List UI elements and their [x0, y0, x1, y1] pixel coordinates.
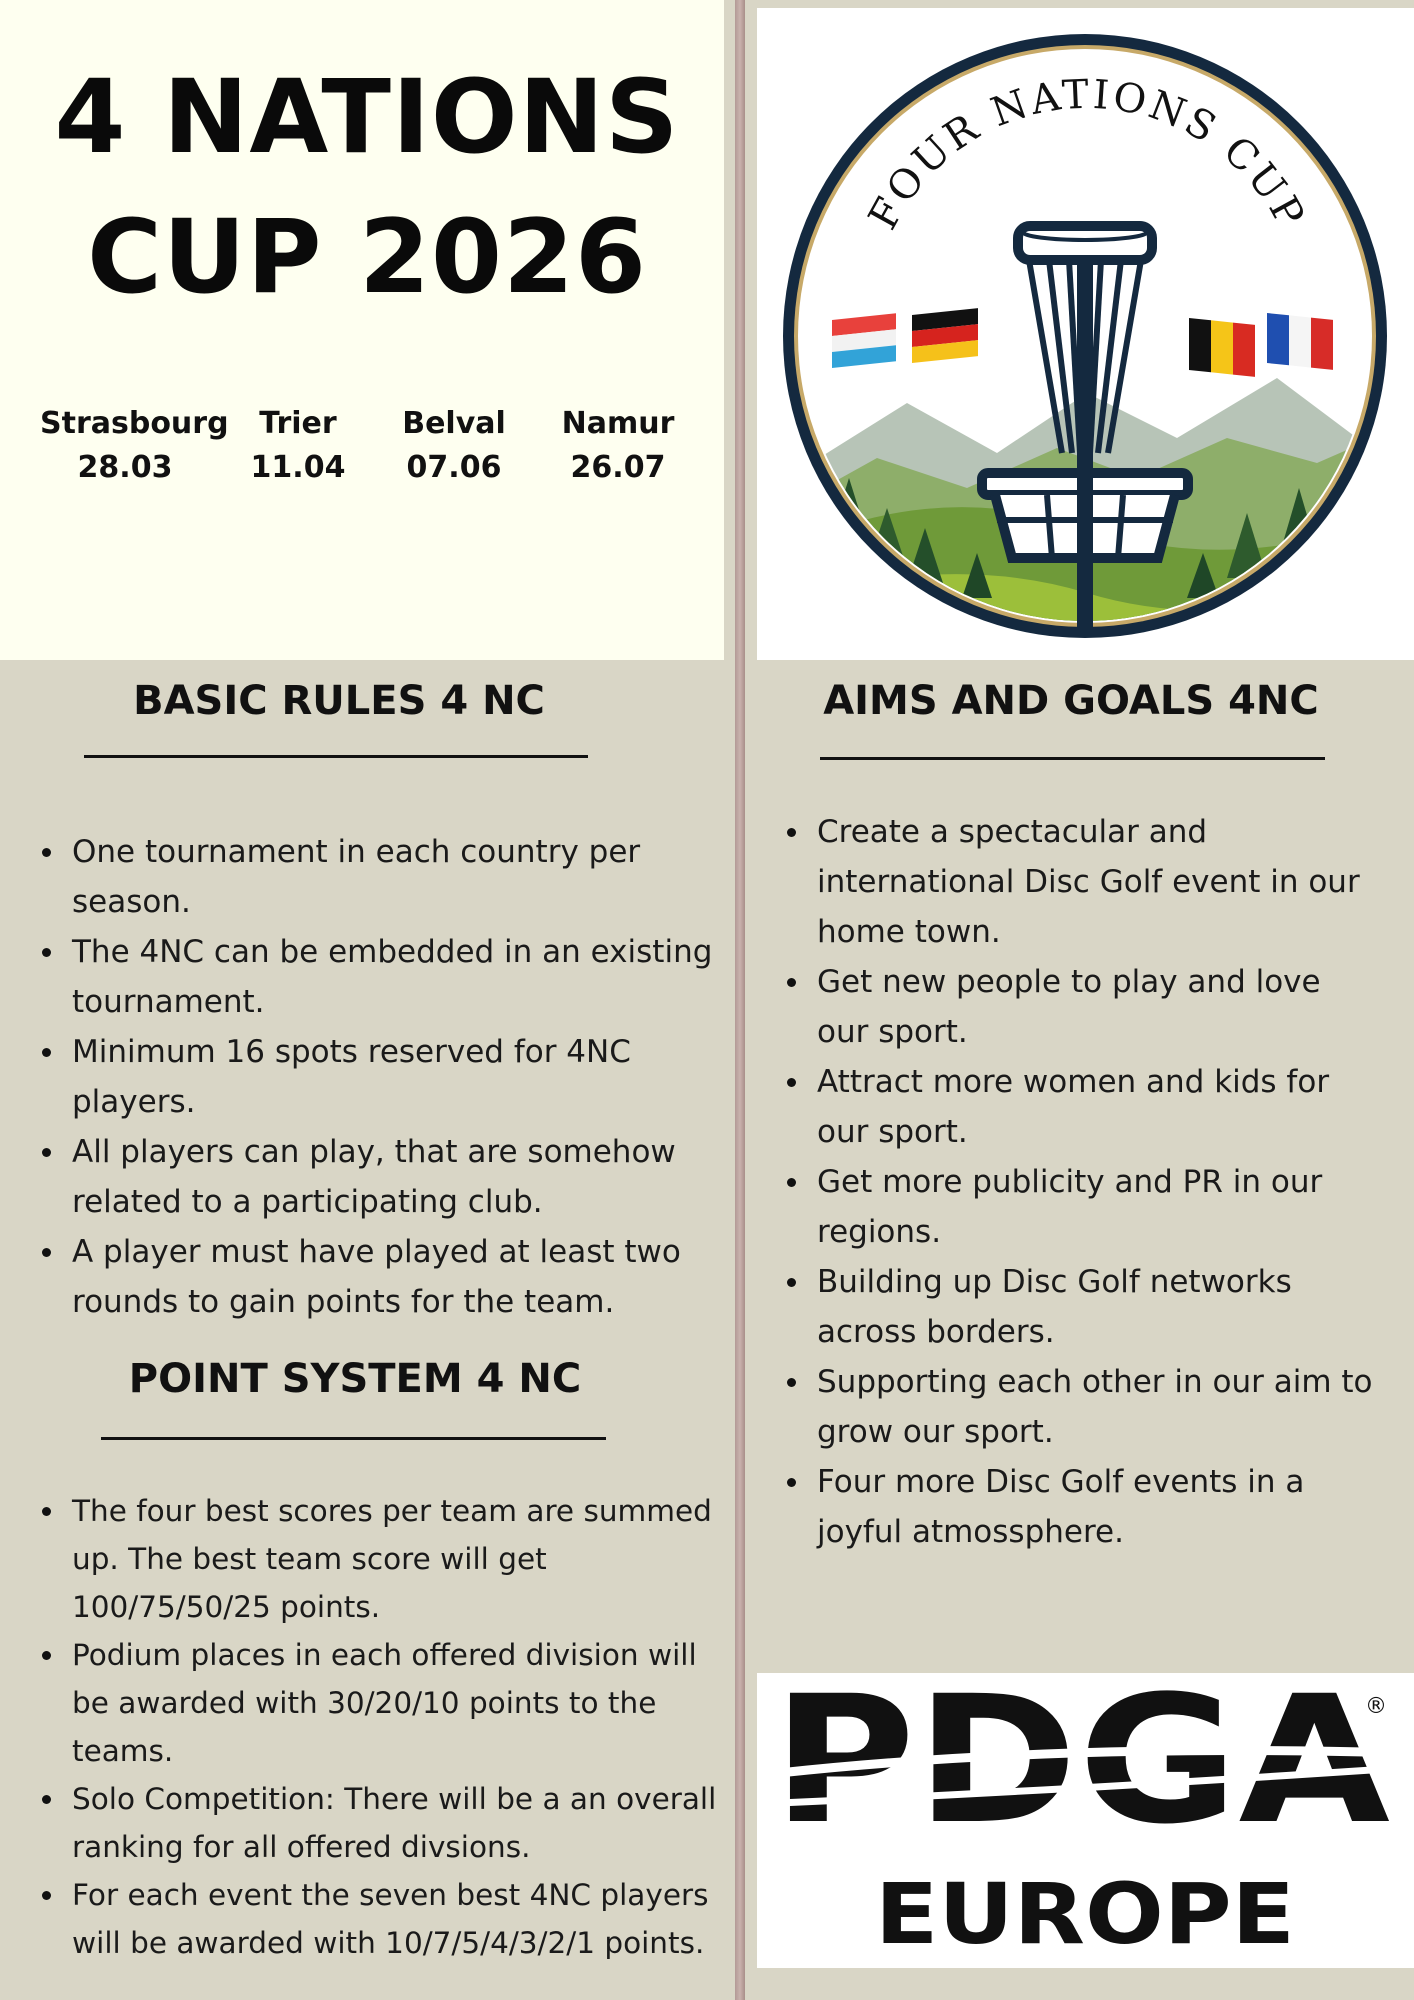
list-item: Get more publicity and PR in our regions. [781, 1157, 1381, 1257]
event-date: 07.06 [406, 450, 502, 485]
event-date: 28.03 [77, 450, 173, 485]
germany-flag-icon [912, 308, 978, 363]
list-item: The 4NC can be embedded in an existing tournament. [36, 927, 726, 1027]
four-nations-cup-logo [757, 8, 1414, 660]
basic-rules-list [36, 827, 726, 1327]
list-item: Four more Disc Golf events in a joyful atmossphere. [781, 1457, 1381, 1557]
france-flag-icon [1267, 313, 1333, 370]
list-item: Supporting each other in our aim to grow our sport. [781, 1357, 1381, 1457]
event-namur [556, 402, 680, 490]
list-item: Building up Disc Golf networks across borders. [781, 1257, 1381, 1357]
list-item: Attract more women and kids for our sport. [781, 1057, 1381, 1157]
event-belval [394, 402, 514, 490]
event-dates [0, 402, 724, 512]
event-strasbourg [40, 402, 229, 490]
page-title [0, 48, 734, 328]
list-item: Get new people to play and love our sport. [781, 957, 1381, 1057]
event-date: 26.07 [570, 450, 666, 485]
event-date: 11.04 [250, 450, 346, 485]
column-divider [735, 0, 745, 2000]
list-item: One tournament in each country per season. [36, 827, 726, 927]
list-item: Minimum 16 spots reserved for 4NC players. [36, 1027, 726, 1127]
aims-goals-heading: AIMS AND GOALS 4NC [823, 678, 1319, 724]
list-item: A player must have played at least two rounds to gain points for the team. [36, 1227, 726, 1327]
event-city: Strasbourg [40, 406, 229, 441]
belgium-flag-icon [1189, 318, 1255, 377]
four-nations-cup-emblem [757, 8, 1414, 660]
event-trier [240, 402, 356, 490]
event-city: Belval [402, 406, 506, 441]
list-item: Podium places in each offered division will be awarded with 30/20/10 points to the teams. [36, 1631, 736, 1775]
luxembourg-flag-icon [832, 313, 896, 368]
heading-underline [101, 1437, 606, 1440]
pdga-wordmark: PDGA [772, 1673, 1390, 1863]
logo-arc-text: FOUR NATIONS CUP [859, 71, 1315, 238]
title-line-2: CUP 2026 [87, 198, 647, 317]
point-system-list [36, 1487, 736, 1967]
heading-underline [820, 757, 1325, 760]
list-item: For each event the seven best 4NC players will be awarded with 10/7/5/4/3/2/1 points. [36, 1871, 736, 1967]
pdga-europe-wordmark [757, 1673, 1414, 1968]
event-city: Trier [259, 406, 337, 441]
list-item: Solo Competition: There will be a an overall ranking for all offered divsions. [36, 1775, 736, 1871]
list-item: Create a spectacular and international Disc Golf event in our home town. [781, 807, 1381, 957]
list-item: The four best scores per team are summed up. The best team score will get 100/75/50/25 points. [36, 1487, 736, 1631]
pdga-europe-logo [757, 1673, 1414, 1968]
aims-goals-list [781, 807, 1381, 1557]
hero-panel [0, 0, 724, 660]
heading-underline [84, 755, 588, 758]
basic-rules-heading: BASIC RULES 4 NC [133, 678, 545, 724]
list-item: All players can play, that are somehow related to a participating club. [36, 1127, 726, 1227]
event-city: Namur [561, 406, 675, 441]
registered-mark: ® [1365, 1694, 1387, 1719]
point-system-heading: POINT SYSTEM 4 NC [128, 1356, 582, 1402]
pdga-europe-text: EUROPE [875, 1865, 1295, 1963]
title-line-1: 4 NATIONS [54, 58, 680, 177]
